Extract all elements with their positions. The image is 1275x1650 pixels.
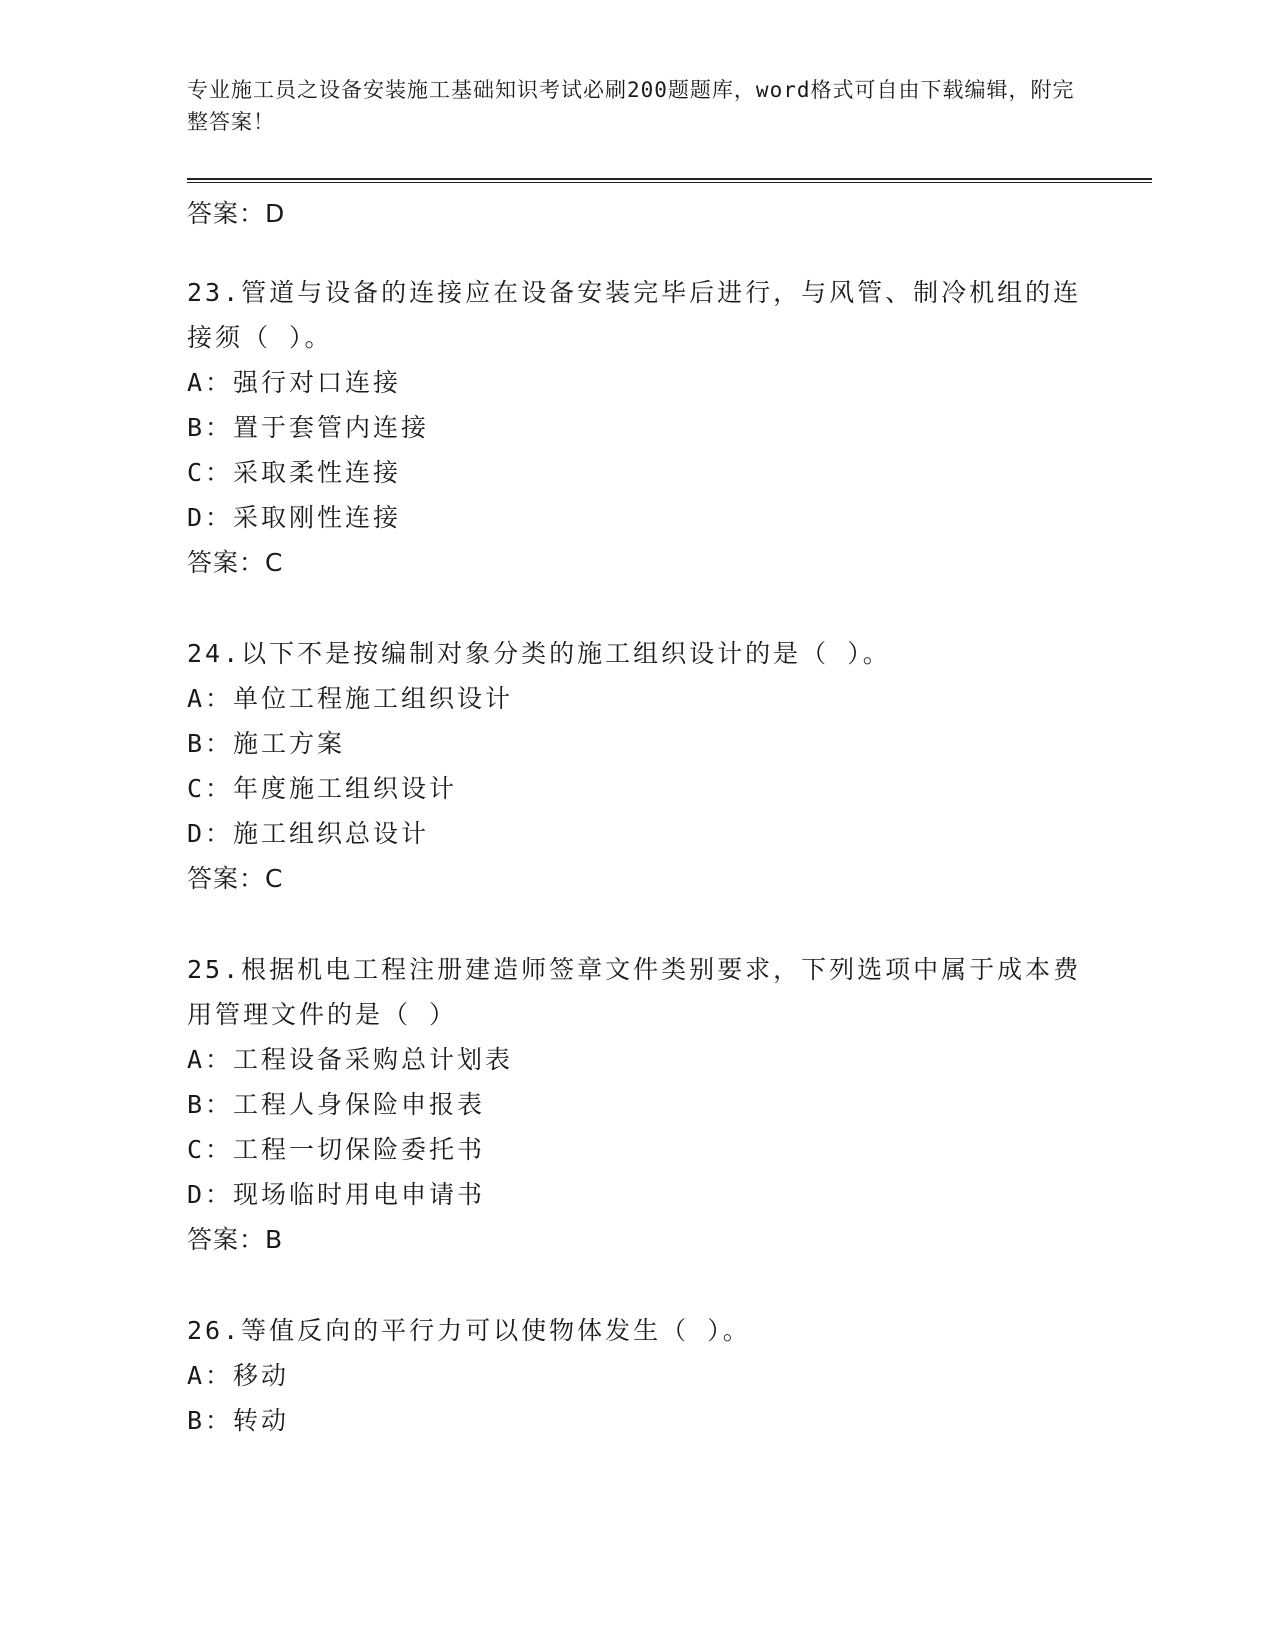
option-a: A：工程设备采购总计划表 [187, 1045, 514, 1074]
question-block [187, 270, 1152, 585]
option-d: D：现场临时用电申请书 [187, 1180, 486, 1209]
option-b: B：施工方案 [187, 729, 346, 758]
option-c: C：工程一切保险委托书 [187, 1135, 486, 1164]
question-block [187, 1308, 1152, 1443]
answer-line: 答案：C [187, 864, 284, 893]
question-stem: 25.根据机电工程注册建造师签章文件类别要求，下列选项中属于成本费用管理文件的是（ ） [187, 955, 1082, 1029]
option-b: B：转动 [187, 1406, 290, 1435]
option-b: B：置于套管内连接 [187, 413, 430, 442]
question-list [187, 191, 1152, 1443]
option-c: C：年度施工组织设计 [187, 774, 458, 803]
option-a: A：移动 [187, 1361, 290, 1390]
header-divider [187, 178, 1152, 183]
option-d: D：施工组织总设计 [187, 819, 430, 848]
answer-line: 答案：B [187, 1225, 284, 1254]
previous-answer: 答案：D [187, 199, 286, 228]
question-block [187, 947, 1152, 1262]
option-b: B：工程人身保险申报表 [187, 1090, 486, 1119]
document-header: 专业施工员之设备安装施工基础知识考试必刷200题题库，word格式可自由下载编辑，附完整答案！ [187, 78, 1075, 134]
option-a: A：单位工程施工组织设计 [187, 684, 514, 713]
option-d: D：采取刚性连接 [187, 503, 402, 532]
question-stem: 26.等值反向的平行力可以使物体发生（ ）。 [187, 1316, 751, 1345]
answer-line: 答案：C [187, 548, 284, 577]
question-stem: 24.以下不是按编制对象分类的施工组织设计的是（ ）。 [187, 639, 891, 668]
option-c: C：采取柔性连接 [187, 458, 402, 487]
question-block [187, 631, 1152, 901]
option-a: A：强行对口连接 [187, 368, 402, 397]
question-stem: 23.管道与设备的连接应在设备安装完毕后进行，与风管、制冷机组的连接须（ ）。 [187, 278, 1082, 352]
